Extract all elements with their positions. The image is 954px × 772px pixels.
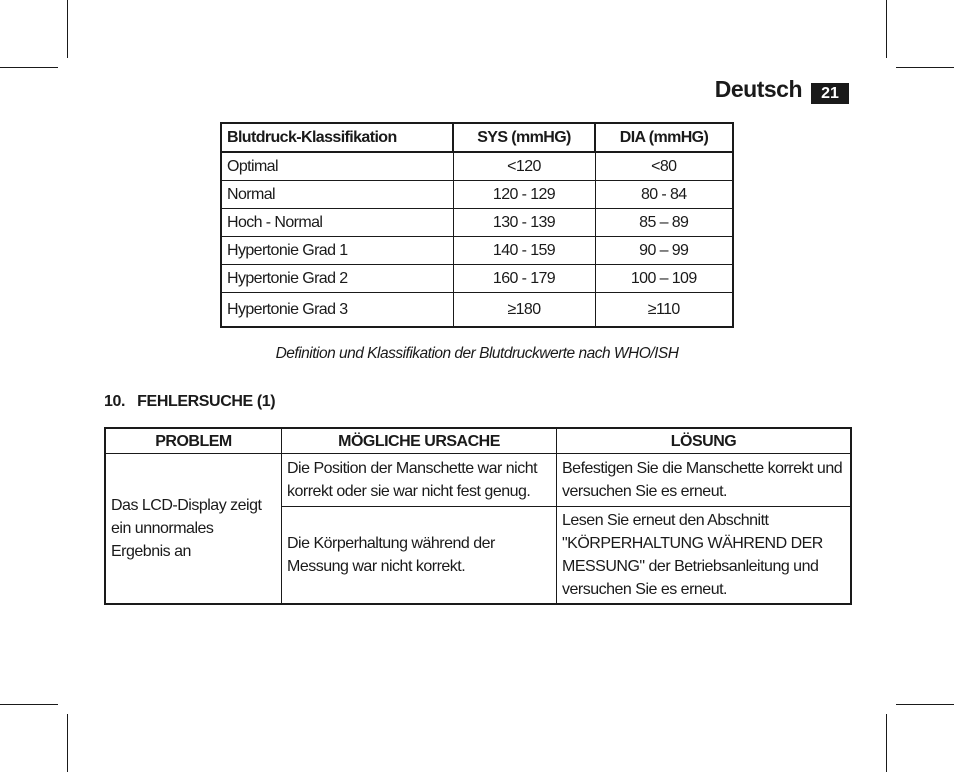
sys-cell: 120 - 129 [453, 181, 595, 209]
classification-cell: Hypertonie Grad 2 [221, 265, 453, 293]
column-header-solution: LÖSUNG [557, 428, 852, 454]
table-caption: Definition und Klassifikation der Blutdruckwerte nach WHO/ISH [275, 345, 679, 362]
dia-cell: 100 – 109 [595, 265, 733, 293]
classification-cell: Hypertonie Grad 1 [221, 237, 453, 265]
table-row [105, 454, 851, 507]
table-row [221, 181, 733, 209]
crop-mark-top-left-horizontal [0, 67, 58, 68]
table-header-row [105, 428, 851, 454]
sys-cell: 130 - 139 [453, 209, 595, 237]
crop-mark-top-left-vertical [67, 0, 68, 58]
table-row [221, 152, 733, 181]
cause-cell: Die Position der Manschette war nicht korrekt oder sie war nicht fest genug. [282, 454, 557, 507]
crop-mark-top-right-vertical [886, 0, 887, 58]
column-header-problem: PROBLEM [105, 428, 282, 454]
section-heading [104, 393, 275, 411]
language-title: Deutsch [714, 76, 802, 102]
dia-cell: 80 - 84 [595, 181, 733, 209]
table-header-row [221, 123, 733, 152]
column-header-dia: DIA (mmHG) [595, 123, 733, 152]
classification-cell: Hoch - Normal [221, 209, 453, 237]
dia-cell: <80 [595, 152, 733, 181]
table-row [221, 237, 733, 265]
classification-cell: Optimal [221, 152, 453, 181]
crop-mark-bottom-right-horizontal [896, 704, 954, 705]
table-row [221, 265, 733, 293]
crop-mark-top-right-horizontal [896, 67, 954, 68]
column-header-cause: MÖGLICHE URSACHE [282, 428, 557, 454]
sys-cell: ≥180 [453, 293, 595, 328]
column-header-sys: SYS (mmHG) [453, 123, 595, 152]
solution-cell: Lesen Sie erneut den Abschnitt "KÖRPERHALTUNG WÄHREND DER MESSUNG" der Betriebsanleitung und versuchen Sie es erneut. [557, 507, 852, 605]
bp-classification-table [220, 122, 734, 328]
crop-mark-bottom-left-horizontal [0, 704, 58, 705]
table-row [221, 209, 733, 237]
crop-mark-bottom-right-vertical [886, 714, 887, 772]
dia-cell: 90 – 99 [595, 237, 733, 265]
section-heading-text: 10. FEHLERSUCHE (1) [104, 393, 276, 410]
dia-cell: ≥110 [595, 293, 733, 328]
sys-cell: <120 [453, 152, 595, 181]
solution-cell: Befestigen Sie die Manschette korrekt und versuchen Sie es erneut. [557, 454, 852, 507]
troubleshooting-table [104, 427, 852, 605]
cause-cell: Die Körperhaltung während der Messung war nicht korrekt. [282, 507, 557, 605]
sys-cell: 140 - 159 [453, 237, 595, 265]
column-header-classification: Blutdruck-Klassifikation [221, 123, 453, 152]
sys-cell: 160 - 179 [453, 265, 595, 293]
dia-cell: 85 – 89 [595, 209, 733, 237]
classification-cell: Hypertonie Grad 3 [221, 293, 453, 328]
table-row [221, 293, 733, 328]
problem-cell: Das LCD-Display zeigt ein unnormales Ergebnis an [105, 454, 282, 605]
crop-mark-bottom-left-vertical [67, 714, 68, 772]
classification-cell: Normal [221, 181, 453, 209]
page-number-badge: 21 [811, 83, 849, 104]
